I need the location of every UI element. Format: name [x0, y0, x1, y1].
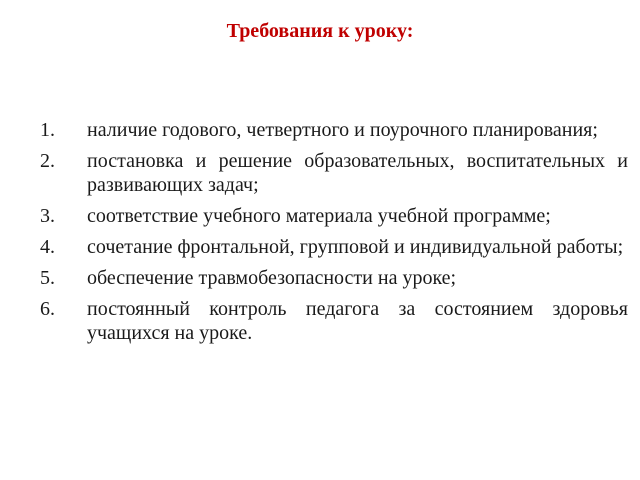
list-item	[40, 204, 628, 228]
list-item-number: 4.	[40, 236, 55, 258]
slide-title: Требования к уроку:	[226, 20, 414, 42]
list-item	[40, 235, 628, 259]
list-item	[40, 118, 628, 142]
list-item-text: сочетание фронтальной, групповой и индивидуальной работы;	[87, 236, 624, 258]
list-item-number: 1.	[40, 119, 55, 141]
list-item	[40, 149, 628, 197]
list-item-text: соответствие учебного материала учебной программе;	[87, 205, 551, 227]
requirements-list	[40, 118, 628, 352]
list-item	[40, 266, 628, 290]
list-item-text: постоянный контроль педагога за состоянием здоровья учащихся на уроке.	[87, 298, 628, 344]
list-item-text: постановка и решение образовательных, воспитательных и развивающих задач;	[87, 150, 628, 196]
list-item-number: 6.	[40, 298, 55, 320]
list-item-number: 2.	[40, 150, 55, 172]
list-item-text: обеспечение травмобезопасности на уроке;	[87, 267, 457, 289]
list-item	[40, 297, 628, 345]
list-item-number: 5.	[40, 267, 55, 289]
list-item-text: наличие годового, четвертного и поурочного планирования;	[87, 119, 598, 141]
list-item-number: 3.	[40, 205, 55, 227]
